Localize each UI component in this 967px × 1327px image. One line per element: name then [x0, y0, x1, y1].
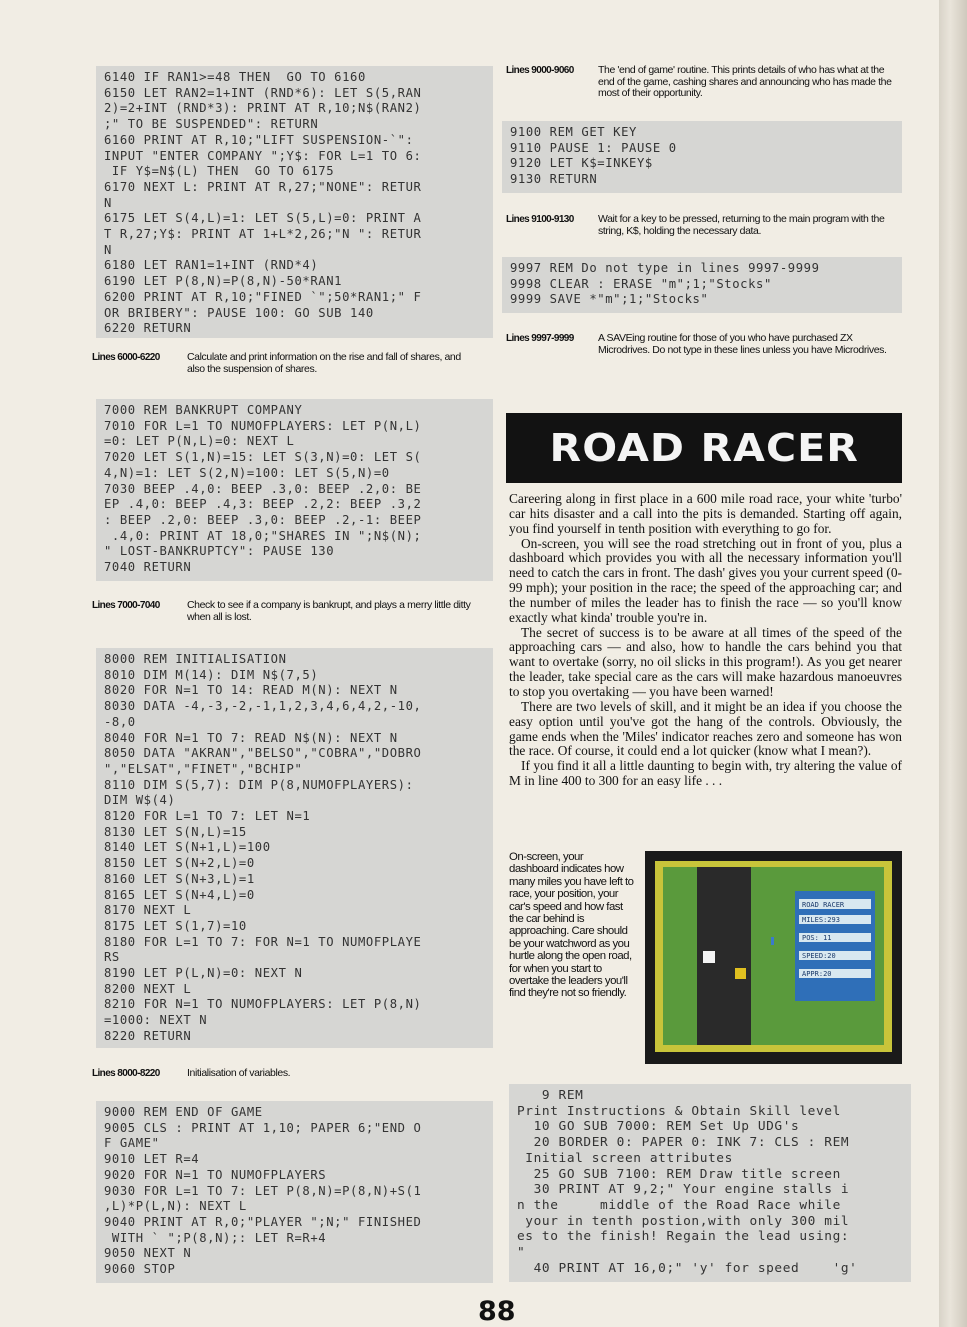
dash-pos: POS: 11 — [802, 934, 832, 942]
caption-lines-9997 — [506, 333, 902, 369]
dash-appr: APPR:20 — [802, 970, 832, 978]
article-paragraph: On-screen, you will see the road stretching out in front of you, plus a dashboard which provides you with all the necessary information you'll need to catch the cars in front. The dash' gives you your current speed (0-99 mph); your position in the race; the speed of the approaching car; and the number of miles the leader has to finish the race — so you'll know exactly what kinda' trouble you're in. — [509, 535, 902, 625]
article-body — [509, 492, 902, 789]
code-listing-9rem: 9 REM Print Instructions & Obtain Skill level 10 GO SUB 7000: REM Set Up UDG's 20 BORDER 0: PAPER 0: INK 7: CLS : REM Initial screen attributes 25 GO SUB 7100: REM Draw title screen 30 PRINT AT 9,2;" Your engine stalls i n the middle of the Road Race while your in tenth postion,with only 300 mil es to the finish! Regain the lead using: " 40 PRINT AT 16,0;" 'y' for speed 'g' — [509, 1084, 911, 1282]
caption-text: Initialisation of variables. — [187, 1067, 291, 1079]
page-edge — [939, 0, 967, 1327]
code-listing-8000: 8000 REM INITIALISATION 8010 DIM M(14): DIM N$(7,5) 8020 FOR N=1 TO 14: READ M(N): NEXT N 8030 DATA -4,-3,-2,-1,1,2,3,4,6,4,2,-10, -8,0 8040 FOR N=1 TO 7: READ N$(N): NEXT N 8050 DATA "AKRAN","BELSO","COBRA","DOBRO ","ELSAT","FINET","BCHIP" 8110 DIM S(5,7): DIM P(8,NUMOFPLAYERS): DIM W$(4) 8120 FOR L=1 TO 7: LET N=1 8130 LET S(N,L)=15 8140 LET S(N+1,L)=100 8150 LET S(N+2,L)=0 8160 LET S(N+3,L)=1 8165 LET S(N+4,L)=0 8170 NEXT L 8175 LET S(1,7)=10 8180 FOR L=1 TO 7: FOR N=1 TO NUMOFPLAYE RS 8190 LET P(L,N)=0: NEXT N 8200 NEXT L 8210 FOR N=1 TO NUMOFPLAYERS: LET P(8,N) =1000: NEXT N 8220 RETURN — [96, 648, 493, 1048]
article-paragraph: The secret of success is to be aware at all times of the speed of the approaching cars — and also, how to handle the cars behind you that want to overtake (sorry, no oil slicks in this program!). As you get nearer the leader, take special care as the cars will make hazardous manoeuvres to stop you overtaking — you have been warned! — [509, 624, 902, 699]
rival-car — [735, 968, 746, 979]
roadside-marker — [771, 937, 774, 945]
caption-label: Lines 9000-9060 — [506, 65, 574, 76]
player-car — [703, 951, 715, 963]
caption-lines-6000 — [92, 352, 492, 378]
article-title-banner — [506, 413, 902, 483]
article-paragraph: Careering along in first place in a 600 mile road race, your white 'turbo' car hits disaster and a call into the pits is demanded. Starting off again, you find yourself in tenth position with everything to go for. — [509, 491, 902, 536]
caption-lines-8000 — [92, 1068, 492, 1082]
code-listing-9997: 9997 REM Do not type in lines 9997-9999 9998 CLEAR : ERASE "m";1;"Stocks" 9999 SAVE *"m";1;"Stocks" — [502, 257, 902, 313]
caption-label: Lines 9997-9999 — [506, 333, 574, 344]
code-listing-9000: 9000 REM END OF GAME 9005 CLS : PRINT AT 1,10; PAPER 6;"END O F GAME" 9010 LET R=4 9020 FOR N=1 TO NUMOFPLAYERS 9030 FOR L=1 TO 7: LET P(8,N)=P(8,N)+S(1 ,L)*P(L,N): NEXT L 9040 PRINT AT R,0;"PLAYER ";N;" FINISHED WITH ` ";P(8,N);: LET R=R+4 9050 NEXT N 9060 STOP — [96, 1101, 493, 1283]
caption-label: Lines 6000-6220 — [92, 352, 160, 363]
dash-miles: MILES:293 — [802, 916, 840, 924]
code-listing-6140: 6140 IF RAN1>=48 THEN GO TO 6160 6150 LET RAN2=1+INT (RND*6): LET S(5,RAN 2)=2+INT (RND*3): PRINT AT R,10;N$(RAN2) ;" TO BE SUSPENDED": RETURN 6160 PRINT AT R,10;"LIFT SUSPENSION-`": INPUT "ENTER COMPANY ";Y$: FOR L=1 TO 6: IF Y$=N$(L) THEN GO TO 6175 6170 NEXT L: PRINT AT R,27;"NONE": RETUR N 6175 LET S(4,L)=1: LET S(5,L)=0: PRINT A T R,27;Y$: PRINT AT 1+L*2,26;"N ": RETUR N 6180 LET RAN1=1+INT (RND*4) 6190 LET P(8,N)=P(8,N)-50*RAN1 6200 PRINT AT R,10;"FINED `";50*RAN1;" F OR BRIBERY": PAUSE 100: GO SUB 140 6220 RETURN — [96, 66, 493, 338]
game-screen-svg — [645, 851, 902, 1064]
page-number: 88 — [478, 1296, 516, 1327]
caption-lines-7000 — [92, 600, 492, 626]
code-listing-7000: 7000 REM BANKRUPT COMPANY 7010 FOR L=1 TO NUMOFPLAYERS: LET P(N,L) =0: LET P(N,L)=0: NEXT L 7020 LET S(1,N)=15: LET S(3,N)=0: LET S( 4,N)=1: LET S(2,N)=100: LET S(5,N)=0 7030 BEEP .4,0: BEEP .3,0: BEEP .2,0: BE EP .4,0: BEEP .4,3: BEEP .2,2: BEEP .3,2 : BEEP .2,0: BEEP .3,0: BEEP .2,-1: BEEP .4,0: PRINT AT 18,0;"SHARES IN ";N$(N); " LOST-BANKRUPTCY": PAUSE 130 7040 RETURN — [96, 399, 493, 581]
code-listing-9100: 9100 REM GET KEY 9110 PAUSE 1: PAUSE 0 9120 LET K$=INKEY$ 9130 RETURN — [502, 121, 902, 193]
screenshot-caption: On-screen, your dashboard indicates how many miles you have left to race, your position, your car's speed and how fast the car behind is approaching. Care should be your watchword as you hurtle along the open road, for when you start to overtake the leaders you'll find they're not so friendly. — [509, 851, 634, 1000]
caption-text: Check to see if a company is bankrupt, and plays a merry little ditty when all is lost. — [187, 599, 471, 623]
caption-text: A SAVEing routine for those of you who have purchased ZX Microdrives. Do not type in these lines unless you have Microdrives. — [598, 332, 887, 356]
article-paragraph: If you find it all a little daunting to begin with, try altering the value of M in line 400 to 300 for an easy life . . . — [509, 758, 902, 789]
caption-text: Wait for a key to be pressed, returning to the main program with the string, K$, holding the necessary data. — [598, 213, 885, 237]
caption-text: The 'end of game' routine. This prints details of who has what at the end of the game, cashing shares and announcing who has made the most of their opportunity. — [598, 64, 892, 99]
caption-lines-9100 — [506, 214, 902, 240]
article-title: ROAD RACER — [549, 426, 859, 470]
caption-lines-9000 — [506, 65, 902, 101]
caption-label: Lines 8000-8220 — [92, 1068, 160, 1079]
dash-title: ROAD RACER — [802, 901, 845, 909]
dash-speed: SPEED:20 — [802, 952, 836, 960]
article-paragraph: There are two levels of skill, and it might be an idea if you choose the easy option until you've got the hang of the controls. Obviously, the game ends when the 'Miles' indicator reaches zero and someone has won the race. Of course, it could end a lot quicker (know what I mean?). — [509, 698, 902, 759]
caption-label: Lines 7000-7040 — [92, 600, 160, 611]
caption-text: Calculate and print information on the rise and fall of shares, and also the suspension of shares. — [187, 351, 461, 375]
game-screenshot — [645, 851, 902, 1064]
caption-label: Lines 9100-9130 — [506, 214, 574, 225]
